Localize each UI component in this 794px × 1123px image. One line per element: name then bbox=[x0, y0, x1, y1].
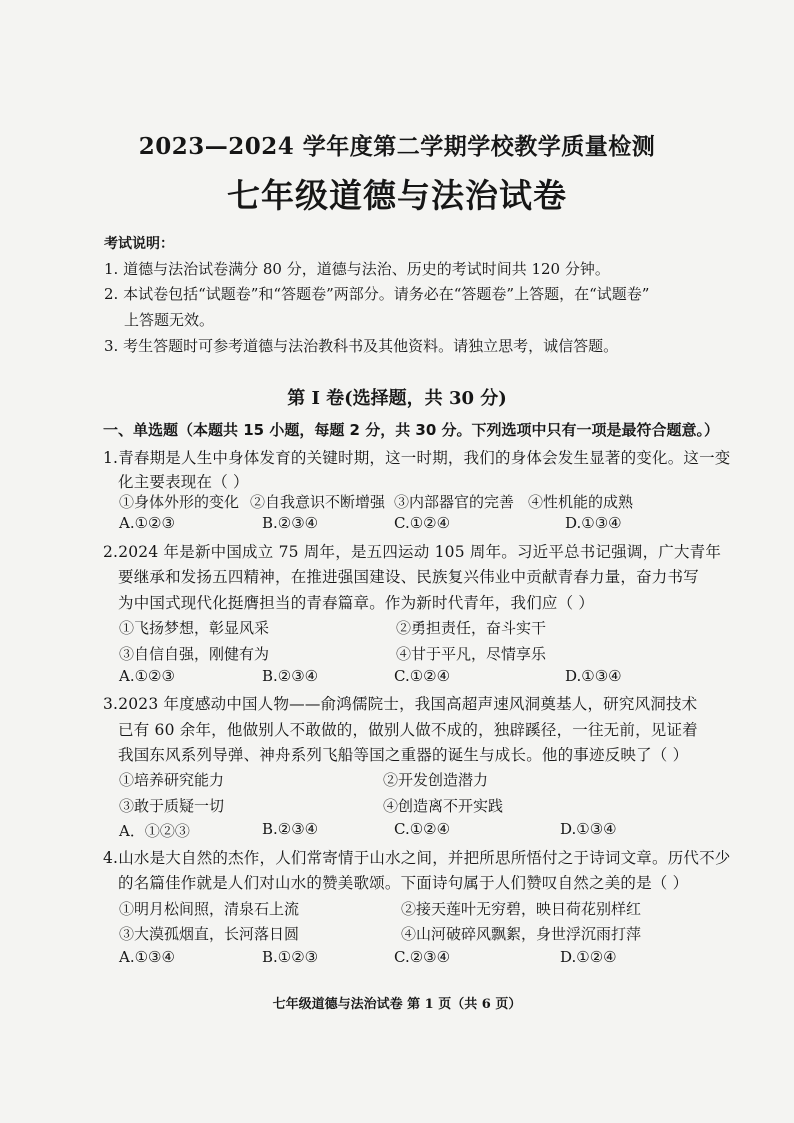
question-4-item: ③大漠孤烟直，长河落日圆 bbox=[119, 925, 300, 943]
question-3-item: ①培养研究能力 bbox=[119, 771, 225, 789]
question-1-item: ④性机能的成熟 bbox=[528, 493, 634, 511]
question-3-stem: 我国东风系列导弹、神舟系列飞船等国之重器的诞生与成长。他的事迹反映了（ ） bbox=[118, 746, 689, 764]
question-1-choice-d[interactable]: D.①③④ bbox=[565, 514, 622, 532]
question-4-stem: 的名篇佳作就是人们对山水的赞美歌颂。下面诗句属于人们赞叹自然之美的是（ ） bbox=[118, 874, 689, 892]
question-1-item: ③内部器官的完善 bbox=[394, 493, 515, 511]
question-2-choice-d[interactable]: D.①③④ bbox=[565, 667, 622, 685]
page-footer: 七年级道德与法治试卷 第 1 页（共 6 页） bbox=[272, 997, 522, 1012]
question-2-choice-c[interactable]: C.①②④ bbox=[394, 667, 451, 685]
instructions-heading: 考试说明： bbox=[104, 236, 174, 252]
question-3-stem: 3.2023 年度感动中国人物——俞鸿儒院士，我国高超声速风洞奠基人，研究风洞技术 bbox=[103, 695, 698, 713]
question-1-stem: 1.青春期是人生中身体发育的关键时期，这一时期，我们的身体会发生显著的变化。这一变 bbox=[103, 449, 731, 467]
exam-subject-title: 七年级道德与法治试卷 bbox=[227, 176, 567, 215]
instruction-item: 1. 道德与法治试卷满分 80 分，道德与法治、历史的考试时间共 120 分钟。 bbox=[104, 260, 610, 278]
question-2-choice-a[interactable]: A.①②③ bbox=[119, 667, 175, 685]
question-4-item: ①明月松间照，清泉石上流 bbox=[119, 900, 300, 918]
question-1-item: ①身体外形的变化 bbox=[119, 493, 240, 511]
question-2-stem: 要继承和发扬五四精神，在推进强国建设、民族复兴伟业中贡献青春力量，奋力书写 bbox=[118, 568, 699, 586]
question-4-choice-a[interactable]: A.①③④ bbox=[119, 948, 175, 966]
question-4-stem: 4.山水是大自然的杰作，人们常寄情于山水之间，并把所思所悟付之于诗词文章。历代不少 bbox=[103, 849, 731, 867]
section-title: 第 I 卷(选择题，共 30 分) bbox=[287, 388, 507, 409]
question-1-choice-b[interactable]: B.②③④ bbox=[262, 514, 319, 532]
part-heading: 一、单选题（本题共 15 小题，每题 2 分，共 30 分。下列选项中只有一项是最符合题意。） bbox=[103, 421, 720, 439]
instruction-item: 3. 考生答题时可参考道德与法治教科书及其他资料。请独立思考，诚信答题。 bbox=[104, 337, 619, 355]
question-4-choice-c[interactable]: C.②③④ bbox=[394, 948, 451, 966]
question-2-item: ④甘于平凡，尽情享乐 bbox=[396, 645, 547, 663]
question-4-choice-d[interactable]: D.①②④ bbox=[560, 948, 617, 966]
question-3-choice-d[interactable]: D.①③④ bbox=[560, 820, 617, 838]
question-3-item: ④创造离不开实践 bbox=[383, 797, 504, 815]
question-3-item: ②开发创造潜力 bbox=[383, 771, 489, 789]
question-4-item: ②接天莲叶无穷碧，映日荷花别样红 bbox=[401, 900, 642, 918]
exam-header-title: 2023—2024 学年度第二学期学校教学质量检测 bbox=[138, 133, 656, 160]
question-2-choice-b[interactable]: B.②③④ bbox=[262, 667, 319, 685]
question-2-item: ③自信自强，刚健有为 bbox=[119, 645, 270, 663]
question-2-stem: 2.2024 年是新中国成立 75 周年，是五四运动 105 周年。习近平总书记强调，广大青年 bbox=[103, 543, 722, 561]
question-4-choice-b[interactable]: B.①②③ bbox=[262, 948, 319, 966]
question-2-stem: 为中国式现代化挺膺担当的青春篇章。作为新时代青年，我们应（ ） bbox=[118, 594, 595, 612]
question-3-choice-a[interactable]: A．①②③ bbox=[119, 822, 190, 840]
question-3-stem: 已有 60 余年，他做别人不敢做的，做别人做不成的，独辟蹊径，一往无前，见证着 bbox=[118, 721, 698, 739]
instruction-item: 上答题无效。 bbox=[124, 311, 215, 329]
question-1-choice-a[interactable]: A.①②③ bbox=[119, 514, 175, 532]
question-1-item: ②自我意识不断增强 bbox=[250, 493, 386, 511]
question-2-item: ①飞扬梦想，彰显风采 bbox=[119, 619, 270, 637]
question-3-choice-c[interactable]: C.①②④ bbox=[394, 820, 451, 838]
instruction-item: 2. 本试卷包括“试题卷”和“答题卷”两部分。请务必在“答题卷”上答题，在“试题卷” bbox=[104, 285, 650, 303]
question-3-choice-b[interactable]: B.②③④ bbox=[262, 820, 319, 838]
question-3-item: ③敢于质疑一切 bbox=[119, 797, 225, 815]
question-1-stem: 化主要表现在（ ） bbox=[118, 473, 249, 491]
question-2-item: ②勇担责任，奋斗实干 bbox=[396, 619, 547, 637]
question-4-item: ④山河破碎风飘絮，身世浮沉雨打萍 bbox=[401, 925, 642, 943]
question-1-choice-c[interactable]: C.①②④ bbox=[394, 514, 451, 532]
